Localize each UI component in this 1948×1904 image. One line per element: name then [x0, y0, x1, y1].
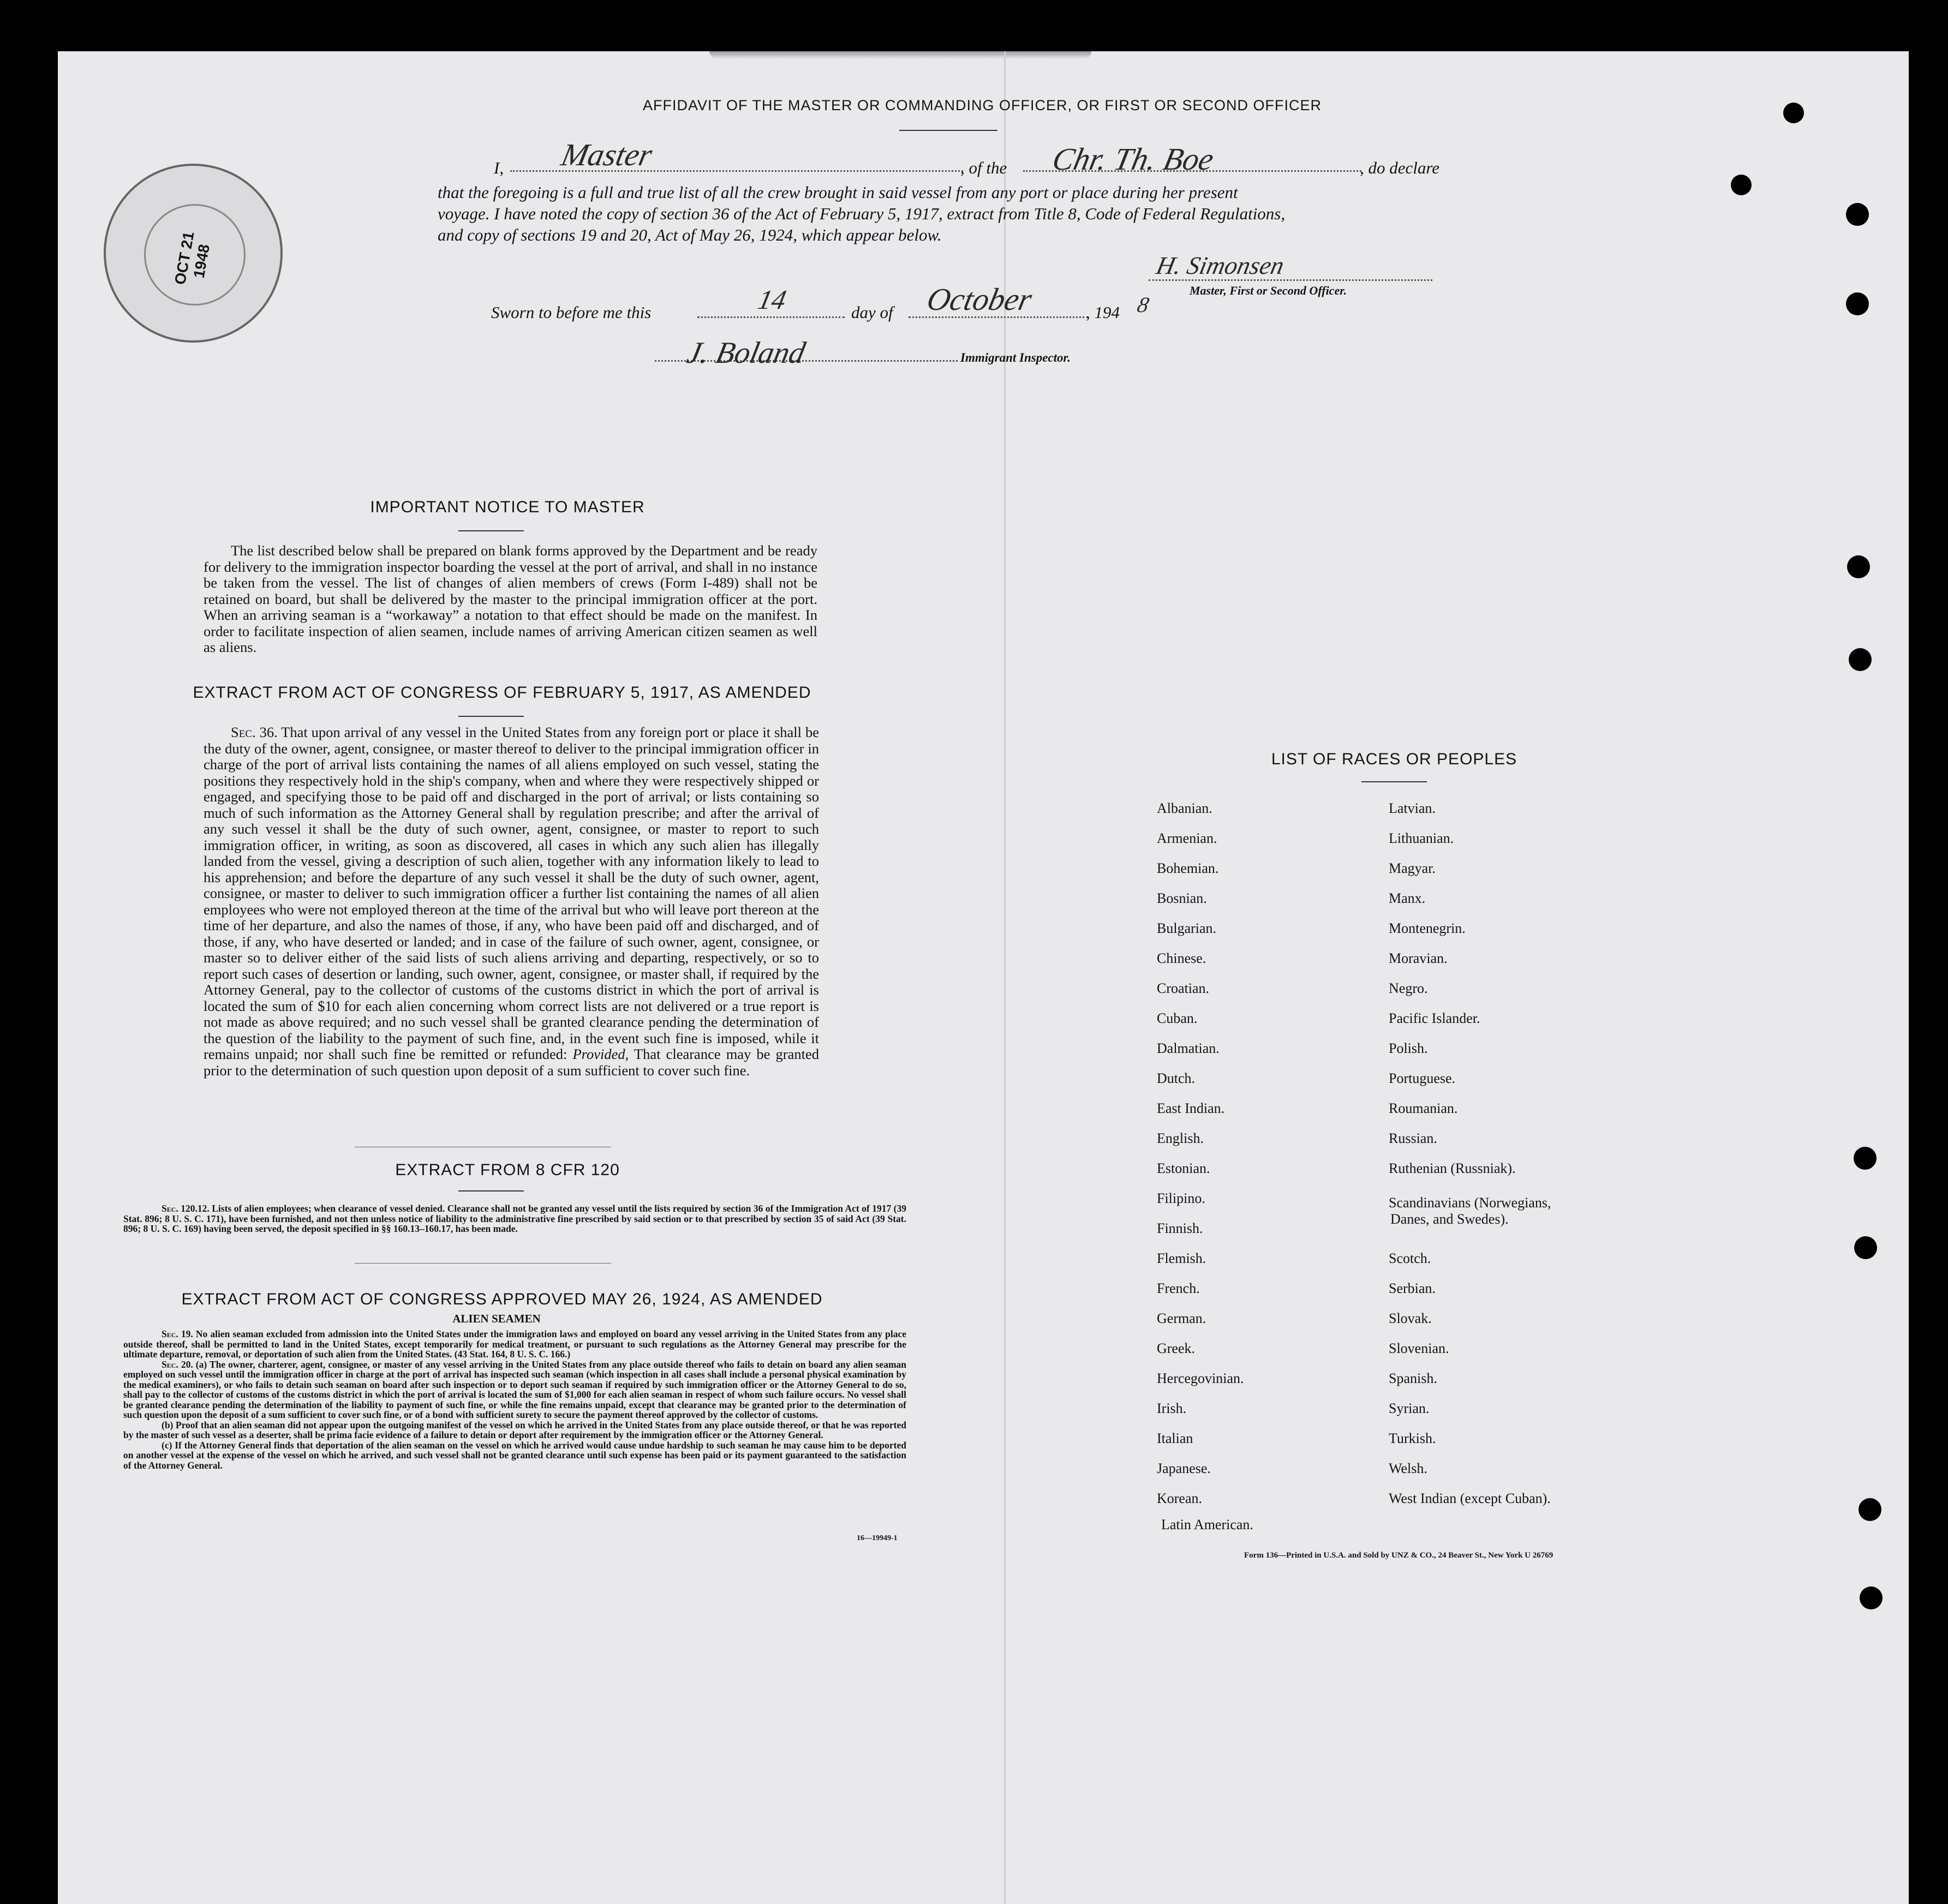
master-handwritten: Master	[558, 137, 656, 172]
race-item: French.	[1157, 1280, 1200, 1296]
form-footer: Form 136—Printed in U.S.A. and Sold by UNZ & CO., 24 Beaver St., New York U 26769	[1244, 1551, 1553, 1560]
race-item: Irish.	[1157, 1400, 1187, 1416]
affidavit-line-4: and copy of sections 19 and 20, Act of May 26, 1924, which appear below.	[438, 225, 942, 244]
year-printed: , 194	[1086, 303, 1120, 322]
races-title: LIST OF RACES OR PEOPLES	[1271, 750, 1517, 768]
race-item: Albanian.	[1157, 800, 1212, 816]
extract-cfr-body	[123, 1204, 906, 1234]
alien-seamen-subtitle: ALIEN SEAMEN	[452, 1312, 541, 1325]
race-item: Danes, and Swedes).	[1390, 1211, 1509, 1227]
notice-title: IMPORTANT NOTICE TO MASTER	[370, 498, 645, 516]
race-item: Montenegrin.	[1389, 920, 1466, 936]
race-item: Pacific Islander.	[1389, 1010, 1480, 1026]
race-item: Filipino.	[1157, 1190, 1205, 1206]
punch-hole	[1783, 103, 1804, 123]
punch-hole	[1846, 203, 1869, 226]
signature-caption: Master, First or Second Officer.	[1190, 284, 1347, 297]
race-item: Magyar.	[1389, 860, 1436, 876]
extract-1924-body	[123, 1329, 906, 1470]
proviso-word: Provided,	[572, 1046, 629, 1062]
race-item: Croatian.	[1157, 980, 1210, 996]
sec-20a-text: (a) The owner, charterer, agent, consignee, or master of any vessel arriving in the United States from any place outside thereof who fails to detain on board any alien seaman employed on such vessel until the immigration officer in charge at the port of arrival has inspected such seaman (which inspection in all cases shall include a personal physical examination by the medical examiners), or who fails to detain such seaman on board after such inspection or to deport such seaman if required by such immigration officer or the Attorney General to do so, shall pay to the collector of customs of the customs district in which the port of arrival is located the sum of $1,000 for each alien seaman in respect of whom such failure occurs. No vessel shall be granted clearance pending the determination of the liability to payment of such fine, or while the fine remains unpaid, except that clearance may be granted prior to the determination of such question upon the deposit of a sum sufficient to cover such fine, or of a bond with sufficient surety to secure the payment thereof approved by the collector of customs.	[123, 1358, 907, 1420]
race-item: Latin American.	[1161, 1517, 1253, 1532]
inspector-signature: J. Boland	[684, 336, 809, 370]
sec-20b-text: (b) Proof that an alien seaman did not appear upon the outgoing manifest of the vessel on which he arrived in the United States from any place outside thereof, or that he was reported by the master of such vessel as a deserter, shall be prima facie evidence of a failure to detain or deport after requirement by the immigration officer or the Attorney General.	[123, 1419, 906, 1440]
race-item: Bosnian.	[1157, 890, 1207, 906]
race-item: Spanish.	[1389, 1370, 1437, 1386]
race-item: Portuguese.	[1389, 1070, 1456, 1086]
extract-cfr-title: EXTRACT FROM 8 CFR 120	[395, 1161, 620, 1179]
race-item: Slovak.	[1389, 1310, 1432, 1326]
race-item: East Indian.	[1157, 1100, 1225, 1116]
race-item: Roumanian.	[1389, 1100, 1458, 1116]
sec-120-text: Lists of alien employees; when clearance of vessel denied. Clearance shall not be granted any vessel until the lists required by section 36 of the Immigration Act of 1917 (39 Stat. 896; 8 U. S. C. 171), have been furnished, and not then unless notice of liability to the administrative fine prescribed by said section or to that prescribed by section 35 of said Act (39 Stat. 896; 8 U. S. C. 169) having been served, the deposit specified in §§ 160.13–160.17, has been made.	[123, 1203, 906, 1234]
race-item: Scandinavians (Norwegians,	[1389, 1195, 1551, 1211]
race-item: Bohemian.	[1157, 860, 1219, 876]
inspector-caption: Immigrant Inspector.	[960, 351, 1071, 364]
race-item: Russian.	[1389, 1130, 1437, 1146]
affidavit-title: AFFIDAVIT OF THE MASTER OR COMMANDING OFFICER, OR FIRST OR SECOND OFFICER	[642, 97, 1322, 113]
race-item: Negro.	[1389, 980, 1428, 996]
race-item: Greek.	[1157, 1340, 1196, 1356]
punch-hole	[1731, 175, 1752, 195]
master-signature: H. Simonsen	[1154, 252, 1287, 279]
race-item: Manx.	[1389, 890, 1426, 906]
extract-1924-title: EXTRACT FROM ACT OF CONGRESS APPROVED MAY 26, 1924, AS AMENDED	[181, 1290, 823, 1308]
race-item: Dutch.	[1157, 1070, 1196, 1086]
punch-hole	[1847, 555, 1870, 578]
do-declare-label: , do declare	[1360, 158, 1440, 177]
race-item: Latvian.	[1389, 800, 1436, 816]
sec-20c-text: (c) If the Attorney General finds that deportation of the alien seaman on the vessel on which he arrived would cause undue hardship to such seaman he may cause him to be deported on another vessel at the expense of the vessel on which he arrived, and such vessel shall not be granted clearance until such expense has been paid or its payment guaranteed to the satisfaction of the Attorney General.	[123, 1439, 906, 1471]
stamp-date: OCT 21 1948	[171, 230, 213, 286]
day-handwritten: 14	[755, 284, 789, 315]
race-item: Estonian.	[1157, 1160, 1210, 1176]
race-item: Finnish.	[1157, 1220, 1203, 1236]
vessel-handwritten: Chr. Th. Boe	[1049, 141, 1217, 177]
race-item: Dalmatian.	[1157, 1040, 1220, 1056]
race-item: Serbian.	[1389, 1280, 1436, 1296]
notice-body: The list described below shall be prepared on blank forms approved by the Department and be ready for delivery to the immigration inspector boarding the vessel at the port of arrival, and shall in no instance be taken from the vessel. The list of changes of alien members of crews (Form I-489) shall not be retained on board, but shall be delivered by the master to the principal immigration officer at the port. When an arriving seaman is a “workaway” a notation to that effect should be made on the manifest. In order to facilitate inspection of alien seamen, include names of arriving American citizen seamen as well as aliens.	[204, 542, 817, 655]
affidavit-i-label: I,	[494, 158, 504, 177]
race-item: Welsh.	[1389, 1460, 1427, 1476]
of-the-label: , of the	[960, 158, 1007, 177]
sec-120-label: Sec. 120.12.	[162, 1203, 210, 1214]
punch-hole	[1859, 1498, 1881, 1521]
race-item: Lithuanian.	[1389, 830, 1454, 846]
race-item: Moravian.	[1389, 950, 1448, 966]
punch-hole	[1846, 292, 1869, 315]
sec-19-label: Sec. 19.	[162, 1328, 193, 1339]
race-item: Armenian.	[1157, 830, 1217, 846]
race-item: Cuban.	[1157, 1010, 1198, 1026]
race-item: West Indian (except Cuban).	[1389, 1490, 1551, 1506]
proviso-text: That clearance may be granted prior to the determination of such question upon deposit of a sum sufficient to cover such fine.	[204, 1046, 820, 1079]
race-item: English.	[1157, 1130, 1204, 1146]
race-item: Slovenian.	[1389, 1340, 1449, 1356]
race-item: Chinese.	[1157, 950, 1206, 966]
punch-hole	[1854, 1236, 1877, 1259]
race-item: Polish.	[1389, 1040, 1428, 1056]
sec-36-text: That upon arrival of any vessel in the United States from any foreign port or place it shall be the duty of the owner, agent, consignee, or master thereof to deliver to the principal immigration officer in charge of the port of arrival lists containing the names of all aliens employed on such vessel, stating the positions they respectively hold in the ship's company, when and where they were respectively shipped or engaged, and specifying those to be paid off and discharged in the port of arrival; or lists containing so much of such information as the Attorney General shall by regulation prescribe; and after the arrival of any such vessel it shall be the duty of such owner, agent, consignee, or master to report to such immigration officer, in writing, as soon as discovered, all cases in which any such alien has illegally landed from the vessel, giving a description of such alien, together with any information likely to lead to his apprehension; and before the departure of any such vessel it shall be the duty of such owner, agent, consignee, or master to deliver to such immigration officer a further list containing the names of all alien employees who were not employed thereon at the time of the arrival but who will leave port thereon at the time of her departure, and also the names of those, if any, who have been paid off and discharged, and of those, if any, who have deserted or landed; and in case of the failure of such owner, agent, consignee, or master so to deliver either of the said lists of such aliens arriving and departing, respectively, or so to report such cases of desertion or landing, such owner, agent, consignee, or master shall, if required by the Attorney General, pay to the collector of customs of the customs district in which the port of arrival is located the sum of $10 for each alien concerning whom correct lists are not delivered or a true report is not made as above required; and no such vessel shall be granted clearance pending the determination of the question of the liability to the payment of such fine, and, in the event such fine is imposed, while it remains unpaid; nor shall such fine be remitted or refunded:	[204, 724, 819, 1062]
extract-1917-body	[204, 725, 819, 1079]
month-handwritten: October	[924, 282, 1035, 317]
punch-hole	[1854, 1147, 1877, 1170]
affidavit-line-2: that the foregoing is a full and true list of all the crew brought in said vessel from any port or place during her present	[438, 183, 1238, 202]
title-rule	[899, 130, 997, 131]
race-item: Syrian.	[1389, 1400, 1430, 1416]
race-item: Hercegovinian.	[1157, 1370, 1244, 1386]
year-handwritten: 8	[1135, 292, 1151, 317]
race-item: Ruthenian (Russniak).	[1389, 1160, 1516, 1176]
race-item: Bulgarian.	[1157, 920, 1217, 936]
print-code: 16—19949-1	[857, 1534, 898, 1542]
punch-hole	[1860, 1586, 1883, 1609]
sec-36-label: Sec. 36.	[231, 724, 278, 740]
sec-20-label: Sec. 20.	[162, 1358, 193, 1370]
race-item: Japanese.	[1157, 1460, 1211, 1476]
sworn-label: Sworn to before me this	[491, 303, 652, 322]
race-item: Scotch.	[1389, 1250, 1431, 1266]
page-shadow	[709, 51, 1091, 59]
race-item: Italian	[1157, 1430, 1193, 1446]
extract-1917-title: EXTRACT FROM ACT OF CONGRESS OF FEBRUARY 5, 1917, AS AMENDED	[193, 684, 811, 702]
day-of-label: day of	[851, 303, 893, 322]
affidavit-line-3: voyage. I have noted the copy of section 36 of the Act of February 5, 1917, extract from Title 8, Code of Federal Regulations,	[438, 204, 1286, 223]
race-item: Flemish.	[1157, 1250, 1206, 1266]
sec-19-text: No alien seaman excluded from admission into the United States under the immigration laws and employed on board any vessel arriving in the United States from any place outside thereof, shall be permitted to land in the United States, except temporarily for medical treatment, or pursuant to such regulations as the Attorney General may prescribe for the ultimate departure, removal, or deportation of such alien from the United States. (43 Stat. 164, 8 U. S. C. 166.)	[123, 1328, 906, 1360]
punch-hole	[1849, 648, 1872, 671]
page-fold	[1004, 51, 1006, 1904]
race-item: Turkish.	[1389, 1430, 1436, 1446]
race-item: German.	[1157, 1310, 1206, 1326]
receipt-stamp	[104, 164, 283, 343]
race-item: Korean.	[1157, 1490, 1203, 1506]
